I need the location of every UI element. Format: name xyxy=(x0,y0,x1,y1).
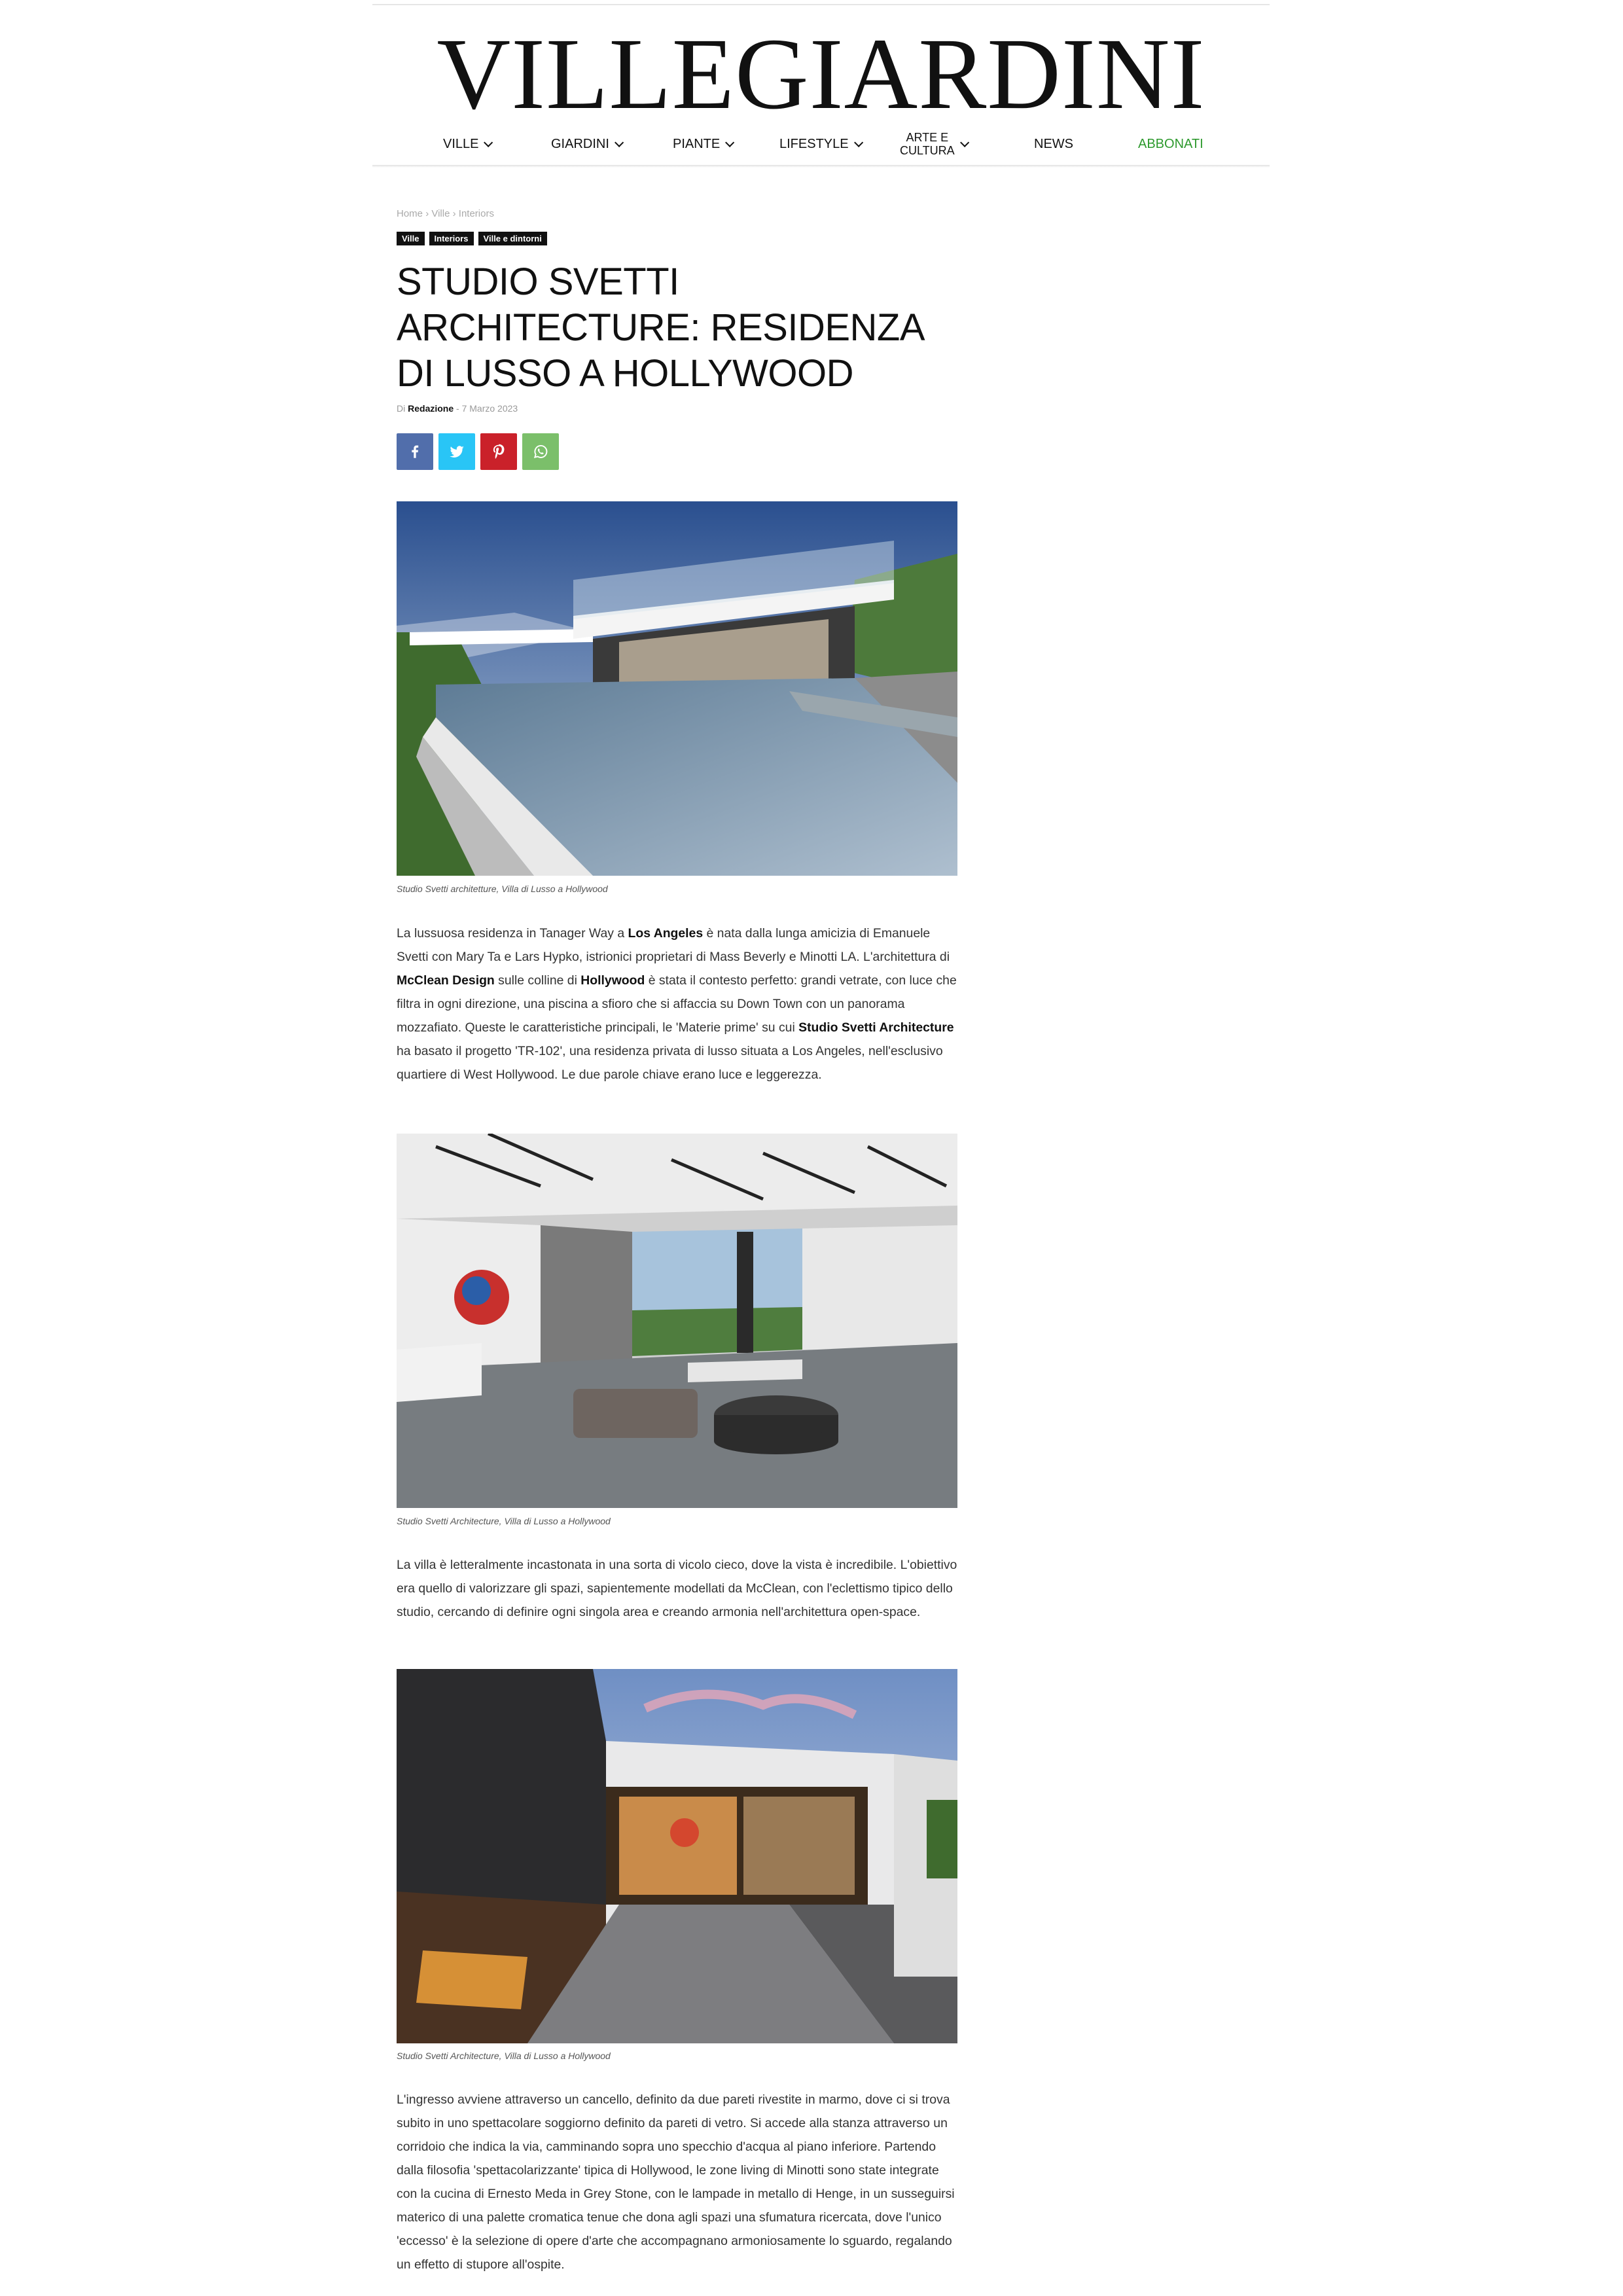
breadcrumb-separator: › xyxy=(425,208,429,219)
villa-exterior-image xyxy=(397,501,957,876)
nav-shadow xyxy=(372,165,1270,168)
nav-label: VILLE xyxy=(443,136,479,151)
byline-prefix: Di xyxy=(397,403,406,414)
chevron-down-icon xyxy=(725,138,734,147)
top-divider xyxy=(372,4,1270,5)
breadcrumb-section[interactable]: Ville xyxy=(431,208,450,219)
image-caption: Studio Svetti Architecture, Villa di Lusso a Hollywood xyxy=(397,2051,611,2061)
facebook-icon xyxy=(406,443,423,460)
link-hollywood[interactable]: Hollywood xyxy=(580,973,645,988)
nav-label: LIFESTYLE xyxy=(779,136,849,151)
share-whatsapp-button[interactable] xyxy=(522,433,559,470)
article-title: STUDIO SVETTI ARCHITECTURE: RESIDENZA DI LUSSO A HOLLYWOOD xyxy=(397,260,923,395)
nav-item-news[interactable] xyxy=(1034,124,1073,164)
nav-label: ABBONATI xyxy=(1138,136,1204,151)
nav-item-ville[interactable] xyxy=(443,124,490,164)
link-los-angeles[interactable]: Los Angeles xyxy=(628,926,704,941)
text-span: è stata il contesto perfetto: grandi vetrate, con luce che filtra in ogni direzione, una piscina a sfioro che si affaccia su Down Town con un panorama mozzafiato. Queste le caratteristiche principali, le 'Materie prime' su cui xyxy=(397,973,957,1035)
tag-ville-e-dintorni[interactable]: Ville e dintorni xyxy=(478,232,547,245)
nav-label-line1: ARTE E xyxy=(906,131,949,144)
main-nav xyxy=(372,124,1270,164)
image-caption: Studio Svetti Architecture, Villa di Lusso a Hollywood xyxy=(397,1516,611,1526)
link-mcclean-design[interactable]: McClean Design xyxy=(397,973,495,988)
share-facebook-button[interactable] xyxy=(397,433,433,470)
nav-label: GIARDINI xyxy=(551,136,609,151)
text-span: è nata dalla lunga amicizia di Emanuele Svetti con Mary Ta e Lars Hypko, istrionici proprietari di Mass Beverly e Minotti LA. L'architettura di xyxy=(397,926,950,964)
link-studio-svetti-architecture[interactable]: Studio Svetti Architecture xyxy=(798,1020,954,1035)
article-meta xyxy=(397,403,518,414)
chevron-down-icon xyxy=(615,138,624,147)
category-tags xyxy=(397,232,547,245)
nav-item-giardini[interactable] xyxy=(551,124,621,164)
share-buttons xyxy=(397,433,559,470)
tag-ville[interactable]: Ville xyxy=(397,232,425,245)
nav-item-piante[interactable] xyxy=(673,124,732,164)
site-logo[interactable]: VILLEGIARDINI xyxy=(437,17,1205,130)
nav-label: NEWS xyxy=(1034,136,1073,151)
text-span: ha basato il progetto 'TR-102', una residenza privata di lusso situata a Los Angeles, nell'esclusivo quartiere di West Hollywood. Le due parole chiave erano luce e leggerezza. xyxy=(397,1044,943,1082)
author-link[interactable]: Redazione xyxy=(408,403,454,414)
share-pinterest-button[interactable] xyxy=(480,433,517,470)
article-paragraph: L'ingresso avviene attraverso un cancello, definito da due pareti rivestite in marmo, dove ci si trova subito in uno spettacolare soggiorno definito da pareti di vetro. Si accede alla stanza attraverso un corridoio che indica la via, camminando sopra uno specchio d'acqua al piano inferiore. Partendo dalla filosofia 'spettacolarizzante' tipica di Hollywood, le zone living di Minotti sono state integrate con la cucina di Ernesto Meda in Grey Stone, con le lampade in metallo di Henge, in un susseguirsi materico di una palette cromatica tenue che dona agli spazi una sfumatura ricercata, dove l'unico 'eccesso' è la selezione di opere d'arte che accompagnano armoniosamente lo sguardo, regalando un effetto di stupore all'ospite. xyxy=(397,2092,955,2272)
nav-label: PIANTE xyxy=(673,136,721,151)
nav-item-arte-e-cultura[interactable] xyxy=(900,124,967,164)
whatsapp-icon xyxy=(532,443,549,460)
tag-interiors[interactable]: Interiors xyxy=(429,232,474,245)
nav-item-lifestyle[interactable] xyxy=(779,124,861,164)
breadcrumb xyxy=(397,208,494,219)
nav-item-abbonati[interactable] xyxy=(1138,124,1204,164)
photo-exterior-pool xyxy=(397,501,957,876)
article-paragraph: La villa è letteralmente incastonata in una sorta di vicolo cieco, dove la vista è incredibile. L'obiettivo era quello di valorizzare gli spazi, sapientemente modellati da McClean, con l'eclettismo tipico dello studio, cercando di definire ogni singola area e creando armonia nell'architettura open-space. xyxy=(397,1558,957,1619)
nav-label xyxy=(900,131,955,157)
article-paragraph xyxy=(397,922,957,1086)
breadcrumb-home[interactable]: Home xyxy=(397,208,423,219)
chevron-down-icon xyxy=(484,138,493,147)
meta-separator: - xyxy=(456,403,459,414)
nav-label-line2: CULTURA xyxy=(900,144,955,157)
page xyxy=(372,0,1270,2296)
entrance-dusk-image xyxy=(397,1669,957,2043)
chevron-down-icon xyxy=(854,138,863,147)
breadcrumb-current[interactable]: Interiors xyxy=(458,208,494,219)
pinterest-icon xyxy=(490,443,507,460)
photo-entrance-dusk xyxy=(397,1669,957,2043)
text-span: sulle colline di xyxy=(494,973,581,988)
text-span: La lussuosa residenza in Tanager Way a xyxy=(397,926,628,941)
publish-date: 7 Marzo 2023 xyxy=(461,403,518,414)
photo-living-room xyxy=(397,1134,957,1508)
breadcrumb-separator: › xyxy=(452,208,456,219)
image-caption: Studio Svetti architetture, Villa di Lusso a Hollywood xyxy=(397,884,608,894)
twitter-icon xyxy=(448,443,465,460)
chevron-down-icon xyxy=(960,138,969,147)
share-twitter-button[interactable] xyxy=(438,433,475,470)
living-room-image xyxy=(397,1134,957,1508)
